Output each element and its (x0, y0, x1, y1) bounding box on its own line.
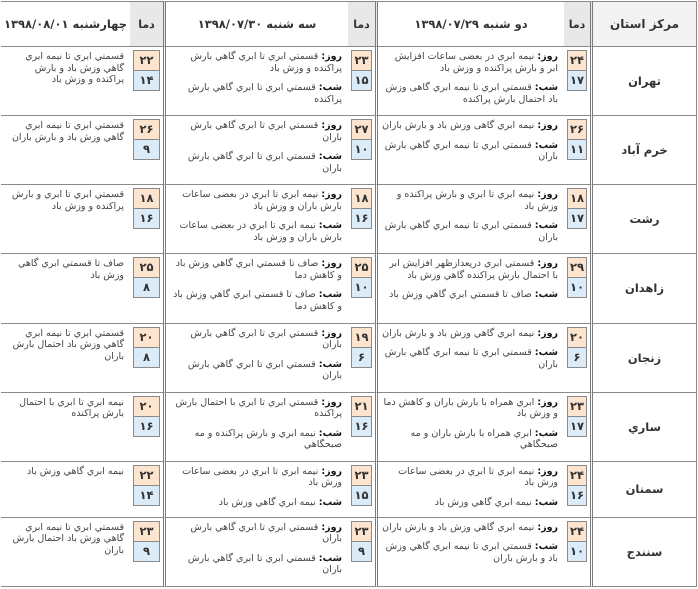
day2-day-value: قسمتي ابري تا ابري با احتمال بارش پراكنده (175, 396, 342, 420)
day3-temps (130, 462, 166, 518)
day2-forecast (166, 116, 348, 185)
day2-night-value: صاف تا قسمتي ابري گاهي وزش باد و كاهش دما (173, 289, 342, 312)
day1-max-temp: ۱۸ (567, 188, 587, 209)
day2-night-value: نيمه ابري گاهي وزش باد (218, 496, 316, 508)
day3-max-temp: ۲۲ (133, 465, 160, 486)
day1-night-text (382, 220, 558, 243)
day2-forecast (166, 185, 348, 254)
day3-forecast (1, 324, 130, 393)
day2-min-temp: ۱۰ (351, 139, 372, 160)
day-label: روز: (321, 189, 342, 201)
day2-forecast (166, 254, 348, 323)
day1-day-value: نيمه ابري گاهي وزش باد و بارش باران (382, 327, 535, 339)
day1-max-temp: ۲۶ (567, 119, 587, 140)
day2-day-text (170, 397, 342, 420)
day2-night-text (170, 220, 342, 243)
night-label: شب: (534, 347, 558, 358)
day1-day-value: نیمه ابري گاهی وزش باد و بارش باران (382, 120, 535, 132)
day2-max-temp: ۲۳ (351, 521, 372, 542)
night-label: شب: (318, 552, 342, 564)
day3-max-temp: ۱۸ (133, 188, 160, 209)
day2-forecast (166, 518, 348, 587)
day2-temps (348, 185, 378, 254)
day2-temps (348, 116, 378, 185)
province-name: خرم آباد (593, 116, 697, 185)
night-label: شب: (534, 427, 558, 439)
day1-day-text (382, 189, 558, 212)
day-label: روز: (537, 465, 558, 477)
day3-forecast (1, 254, 130, 323)
day1-forecast (378, 254, 564, 323)
day2-max-temp: ۱۹ (351, 327, 372, 348)
day2-max-temp: ۲۱ (351, 396, 372, 417)
day2-day-text (170, 328, 342, 351)
day3-temps (130, 116, 166, 185)
forecast-rows (1, 47, 697, 587)
day1-day-text (382, 397, 558, 420)
day3-text: قسمتي ابري تا نيمه ابري گاهي وزش باد احتمال بارش باران (12, 521, 124, 556)
day1-forecast (378, 47, 564, 116)
day1-night-value: قسمتي ابري تا نيمه ابري گاهي بارش باران (384, 220, 558, 243)
day3-text: قسمتي ابري تا ابري و بارش پراكنده و وزش باد (11, 189, 124, 212)
day3-text: قسمتي ابري تا نيمه ابري گاهي وزش باد احتمال بارش باران (12, 327, 124, 362)
day-label: روز: (537, 189, 558, 201)
day1-max-temp: ۲۳ (567, 396, 587, 417)
day1-day-value: نيمه ابري تا ابري و بارش پراكنده و وزش باد (396, 189, 558, 212)
day2-night-text (170, 553, 342, 576)
day1-forecast (378, 185, 564, 254)
day2-day-value: قسمتي ابري تا ابري گاهي بارش باران (190, 327, 342, 350)
day-label: روز: (537, 327, 558, 339)
day1-day-value: ابري همراه با بارش باران و کاهش دما و وزش باد (383, 396, 558, 420)
day2-night-value: نيمه ابري و بارش پراکنده و مه صبحگاهي (194, 427, 342, 451)
night-label: شب: (318, 496, 342, 508)
header-day3-temp: دما (130, 1, 166, 47)
province-row (1, 116, 697, 185)
day1-night-value: قسمتي ابري تا نيمه ابري گاهي بارش باران (384, 139, 558, 163)
header-day3-date: چهارشنبه ۱۳۹۸/۰۸/۰۱ (1, 1, 130, 47)
day2-day-text (170, 51, 342, 74)
day2-night-value: قسمتي ابري تا ابري گاهي بارش باران (187, 358, 342, 381)
day-label: روز: (321, 327, 342, 339)
day3-text: قسمتي ابري تا نيمه ابري گاهي وزش باد و بارش باران (11, 120, 124, 143)
day3-max-temp: ۲۶ (133, 119, 160, 140)
day2-max-temp: ۲۵ (351, 257, 372, 278)
day1-night-value: ابري همراه با بارش باران و مه صبحگاهي (410, 427, 558, 451)
day2-day-value: نيمه ابري تا ابري در بعضی ساعات وزش باد (182, 465, 342, 489)
day1-night-text (382, 140, 558, 163)
day1-min-temp: ۶ (567, 347, 587, 368)
day3-forecast (1, 393, 130, 462)
day1-max-temp: ۲۰ (567, 327, 587, 348)
day2-day-text (170, 258, 342, 281)
day-label: روز: (537, 396, 558, 408)
day2-temps (348, 254, 378, 323)
header-day2-date: سه شنبه ۱۳۹۸/۰۷/۳۰ (166, 1, 348, 47)
day1-min-temp: ۱۶ (567, 485, 587, 506)
province-row (1, 518, 697, 587)
day-label: روز: (537, 258, 558, 270)
night-label: شب: (534, 496, 558, 508)
day1-day-text (382, 522, 558, 534)
day3-min-temp: ۱۴ (133, 485, 160, 506)
day3-max-temp: ۲۰ (133, 396, 160, 417)
day1-night-value: قسمتي ابري تا نيمه ابري گاهي وزش باد و بارش باران (385, 541, 558, 564)
day2-day-text (170, 120, 342, 143)
night-label: شب: (318, 220, 342, 232)
day1-temps (564, 324, 593, 393)
day3-forecast (1, 116, 130, 185)
night-label: شب: (318, 151, 342, 163)
province-name: تهران (593, 47, 697, 116)
night-label: شب: (318, 358, 342, 370)
day3-max-temp: ۲۰ (133, 327, 160, 348)
day1-night-value: قسمتي ابري تا نيمه ابري گاهي بارش باران (384, 347, 558, 370)
day1-temps (564, 518, 593, 587)
day2-night-text (170, 359, 342, 382)
province-name: سمنان (593, 462, 697, 518)
day2-min-temp: ۱۵ (351, 485, 372, 506)
day2-max-temp: ۲۷ (351, 119, 372, 140)
day3-forecast (1, 185, 130, 254)
day1-night-text (382, 497, 558, 509)
header-row (1, 1, 697, 47)
day3-max-temp: ۲۵ (133, 257, 160, 278)
day1-night-text (382, 541, 558, 564)
night-label: شب: (318, 289, 342, 301)
day3-min-temp: ۹ (133, 541, 160, 562)
day1-temps (564, 254, 593, 323)
day1-forecast (378, 393, 564, 462)
day1-day-text (382, 258, 558, 281)
day2-forecast (166, 393, 348, 462)
day2-temps (348, 393, 378, 462)
province-row (1, 254, 697, 323)
day2-max-temp: ۱۸ (351, 188, 372, 209)
day3-min-temp: ۱۴ (133, 70, 160, 91)
header-day1-date: دو شنبه ۱۳۹۸/۰۷/۲۹ (378, 1, 564, 47)
day1-night-text (382, 289, 558, 301)
night-label: شب: (318, 82, 342, 93)
day1-temps (564, 116, 593, 185)
day2-min-temp: ۱۶ (351, 416, 372, 437)
day3-max-temp: ۲۳ (133, 521, 160, 542)
day-label: روز: (321, 465, 342, 477)
weather-forecast-table (1, 1, 697, 587)
province-row (1, 47, 697, 116)
province-row (1, 462, 697, 518)
day2-forecast (166, 324, 348, 393)
day1-min-temp: ۱۷ (567, 208, 587, 229)
night-label: شب: (534, 220, 558, 232)
day1-day-value: نيمه ابري گاهي وزش باد و بارش باران (382, 521, 535, 533)
header-province: مرکز استان (593, 1, 697, 47)
day3-min-temp: ۱۶ (133, 416, 160, 437)
day2-temps (348, 324, 378, 393)
day3-temps (130, 324, 166, 393)
day3-text: نيمه ابري گاهي وزش باد (26, 465, 124, 477)
day1-day-text (382, 120, 558, 132)
day2-night-value: قسمتي ابري تا ابري گاهي بارش باران (187, 552, 342, 576)
day2-temps (348, 518, 378, 587)
day1-min-temp: ۱۷ (567, 416, 587, 437)
day1-day-text (382, 466, 558, 489)
day3-min-temp: ۱۶ (133, 208, 160, 229)
day2-temps (348, 462, 378, 518)
day1-min-temp: ۱۰ (567, 277, 587, 298)
day1-day-value: نیمه ابري در بعضی ساعات افزایش ابر و بارش پراکنده و وزش باد (394, 51, 558, 74)
day3-min-temp: ۹ (133, 139, 160, 160)
day2-temps (348, 47, 378, 116)
day1-forecast (378, 324, 564, 393)
day1-day-text (382, 51, 558, 74)
day1-day-value: قسمتي ابري درپعدازظهر افزايش ابر با احتمال بارش پراکنده گاهي وزش باد (389, 258, 558, 281)
day1-temps (564, 462, 593, 518)
day1-day-value: نيمه ابري تا ابري در بعضی ساعات وزش باد (398, 465, 558, 489)
day1-temps (564, 47, 593, 116)
day1-night-value: نيمه ابري گاهي وزش باد (434, 496, 532, 508)
day1-night-text (382, 428, 558, 451)
day3-text: نيمه ابري تا ابري با احتمال بارش پراكنده (19, 396, 124, 420)
day-label: روز: (321, 51, 342, 62)
day3-temps (130, 393, 166, 462)
day2-min-temp: ۱۶ (351, 208, 372, 229)
province-name: زاهدان (593, 254, 697, 323)
header-day1-temp: دما (564, 1, 593, 47)
day1-night-text (382, 82, 558, 105)
day1-max-temp: ۲۴ (567, 50, 587, 71)
day2-night-text (170, 428, 342, 451)
day2-day-value: صاف تا قسمتي ابري گاهي وزش باد و كاهش دما (175, 258, 342, 281)
day2-min-temp: ۱۵ (351, 70, 372, 91)
day2-day-value: قسمتي ابري تا ابري گاهي بارش باران (190, 120, 342, 143)
day3-min-temp: ۸ (133, 347, 160, 368)
day1-night-value: صاف تا قسمتي ابري گاهي وزش باد (389, 289, 532, 301)
day2-day-value: نيمه ابري تا ابري در بعضی ساعات بارش باران و وزش باد (182, 189, 342, 212)
day2-day-text (170, 522, 342, 545)
province-name: زنجان (593, 324, 697, 393)
day2-night-value: قسمتي ابري تا ابري گاهي بارش پراکنده (187, 82, 342, 105)
day1-min-temp: ۱۱ (567, 139, 587, 160)
day1-temps (564, 393, 593, 462)
day-label: روز: (321, 396, 342, 408)
day1-forecast (378, 462, 564, 518)
province-row (1, 324, 697, 393)
province-row (1, 393, 697, 462)
day3-min-temp: ۸ (133, 277, 160, 298)
night-label: شب: (534, 289, 558, 301)
day2-night-value: نيمه ابري تا ابري در بعضی ساعات بارش باران و وزش باد (179, 220, 342, 243)
day3-forecast (1, 518, 130, 587)
day1-max-temp: ۲۴ (567, 465, 587, 486)
night-label: شب: (534, 541, 558, 553)
day-label: روز: (537, 120, 558, 132)
night-label: شب: (318, 427, 342, 439)
day2-max-temp: ۲۳ (351, 465, 372, 486)
day1-night-value: قسمتي ابري تا نيمه ابري گاهی وزش باد احتمال بارش پراکنده (385, 82, 558, 105)
day3-forecast (1, 47, 130, 116)
day2-day-text (170, 466, 342, 489)
day2-night-text (170, 497, 342, 509)
province-name: رشت (593, 185, 697, 254)
day3-temps (130, 47, 166, 116)
day3-forecast (1, 462, 130, 518)
day1-temps (564, 185, 593, 254)
day2-night-text (170, 289, 342, 312)
day2-night-value: قسمتي ابري تا ابري گاهي بارش باران (187, 151, 342, 174)
day-label: روز: (537, 521, 558, 533)
province-row (1, 185, 697, 254)
night-label: شب: (534, 139, 558, 151)
day1-forecast (378, 116, 564, 185)
day2-min-temp: ۶ (351, 347, 372, 368)
day-label: روز: (537, 51, 558, 62)
day2-day-value: قسمتي ابري تا ابري گاهي بارش باران (190, 521, 342, 545)
province-name: سنندج (593, 518, 697, 587)
day2-min-temp: ۱۰ (351, 277, 372, 298)
day2-night-text (170, 151, 342, 174)
day3-temps (130, 254, 166, 323)
day2-forecast (166, 462, 348, 518)
day1-min-temp: ۱۷ (567, 70, 587, 91)
day1-forecast (378, 518, 564, 587)
day2-night-text (170, 82, 342, 105)
day1-max-temp: ۲۴ (567, 521, 587, 542)
day2-day-value: قسمتي ابري تا ابري گاهي بارش پراکنده و وزش باد (190, 51, 342, 74)
day1-min-temp: ۱۰ (567, 541, 587, 562)
day-label: روز: (321, 120, 342, 132)
night-label: شب: (534, 82, 558, 93)
day3-temps (130, 518, 166, 587)
day3-max-temp: ۲۲ (133, 50, 160, 71)
day3-text: صاف تا قسمتي ابري گاهي وزش باد (17, 258, 124, 281)
day3-text: قسمتي ابري تا نيمه ابري گاهي وزش باد و بارش پراکنده و وزش باد (25, 51, 124, 85)
day2-forecast (166, 47, 348, 116)
day-label: روز: (321, 258, 342, 270)
day3-temps (130, 185, 166, 254)
province-name: ساري (593, 393, 697, 462)
day-label: روز: (321, 521, 342, 533)
day1-night-text (382, 347, 558, 370)
day2-max-temp: ۲۳ (351, 50, 372, 71)
day2-min-temp: ۹ (351, 541, 372, 562)
header-day2-temp: دما (348, 1, 378, 47)
day1-day-text (382, 328, 558, 340)
day1-max-temp: ۲۹ (567, 257, 587, 278)
day2-day-text (170, 189, 342, 212)
